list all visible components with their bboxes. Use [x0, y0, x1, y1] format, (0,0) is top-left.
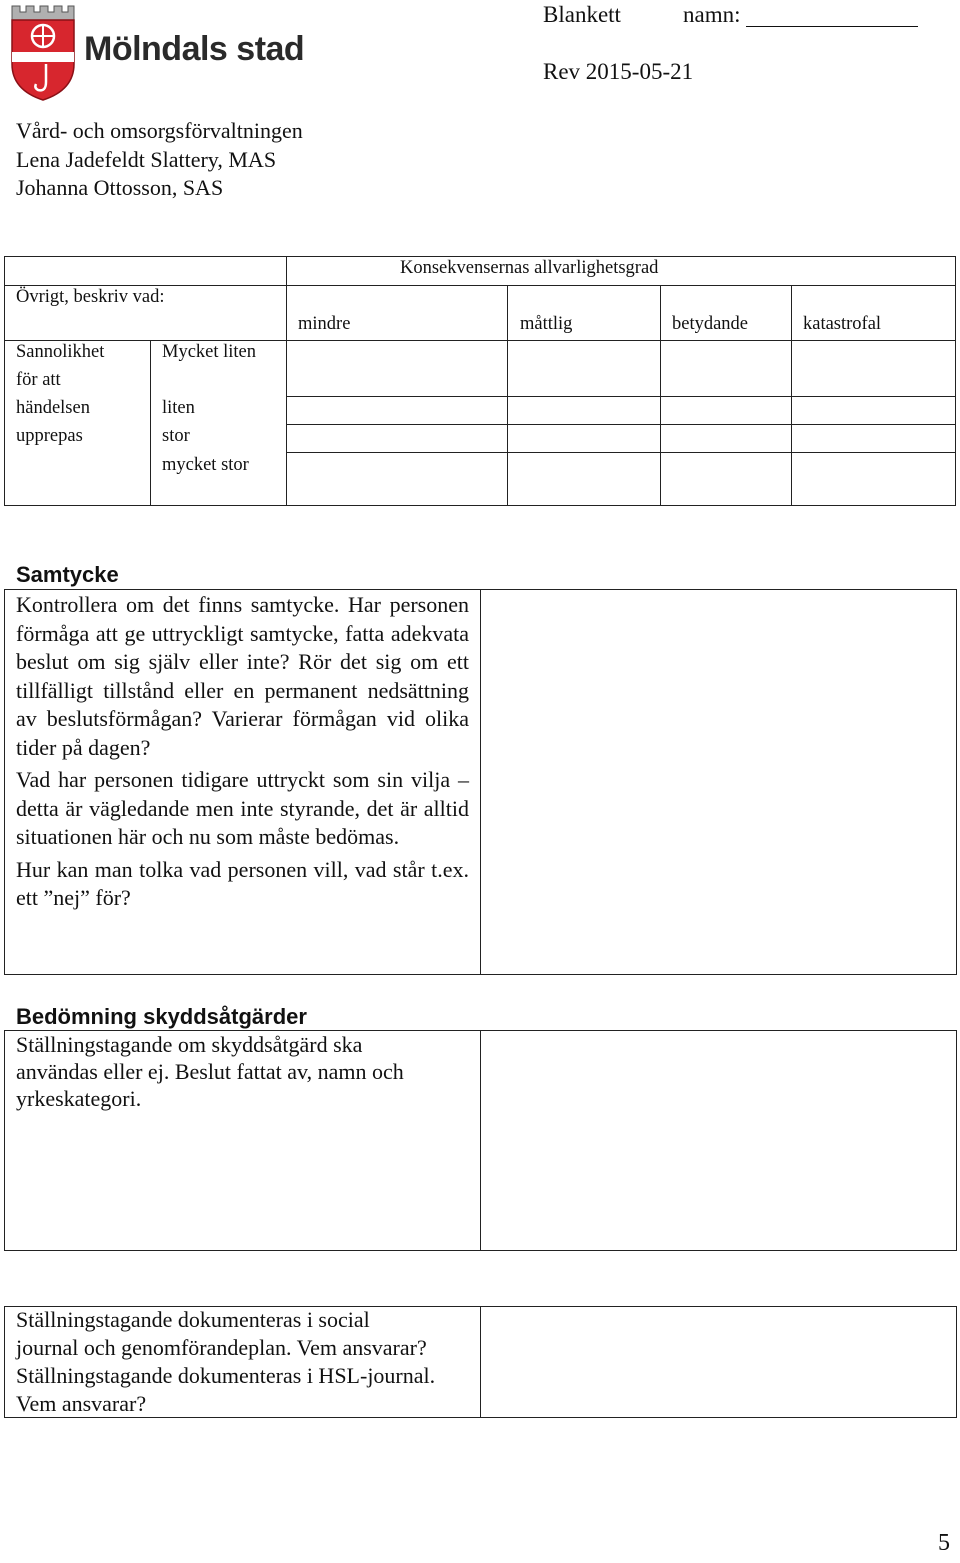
column-katastrofal: katastrofal	[803, 314, 882, 334]
row-mycket-liten: Mycket liten	[162, 342, 257, 362]
consent-question-cell	[16, 591, 469, 917]
coat-of-arms-icon	[8, 2, 78, 102]
consent-heading: Samtycke	[16, 562, 119, 587]
probability-label-line: Sannolikhet	[16, 342, 105, 362]
consequence-title: Konsekvensernas allvarlighetsgrad	[400, 258, 659, 278]
documentation-line: Vem ansvarar?	[16, 1391, 147, 1416]
column-mindre: mindre	[298, 314, 351, 334]
documentation-line: Ställningstagande dokumenteras i social	[16, 1307, 370, 1332]
assessment-answer-cell[interactable]	[482, 1032, 954, 1249]
organization-block	[16, 117, 303, 203]
assessment-line: Ställningstagande om skyddsåtgärd ska	[16, 1032, 363, 1057]
assessment-question-cell	[16, 1031, 471, 1112]
consent-answer-cell[interactable]	[482, 591, 954, 973]
name-field[interactable]	[746, 26, 918, 27]
probability-label-line: upprepas	[16, 426, 83, 446]
probability-label-line: för att	[16, 370, 61, 390]
revision-date: Rev 2015-05-21	[543, 59, 694, 84]
documentation-line: journal och genomförandeplan. Vem ansvarar?	[16, 1335, 427, 1360]
blankett-label: Blankett	[543, 2, 621, 27]
column-mattlig: måttlig	[520, 314, 573, 334]
org-line: Vård- och omsorgsförvaltningen	[16, 118, 303, 143]
logo-text: Mölndals stad	[84, 30, 305, 68]
documentation-question-cell	[16, 1306, 474, 1418]
org-line: Lena Jadefeldt Slattery, MAS	[16, 146, 277, 172]
namn-label: namn:	[683, 2, 741, 27]
row-liten: liten	[162, 398, 195, 418]
assessment-line: yrkeskategori.	[16, 1086, 142, 1111]
documentation-answer-cell[interactable]	[482, 1308, 954, 1416]
consent-paragraph: Kontrollera om det finns samtycke. Har personen förmåga att ge uttryckligt samtycke, fatta adekvata beslut om sig själv eller inte? Rör det sig om ett tillfälligt tillstånd eller en permanent nedsättning av beslutsförmågan? Varierar förmågan vid olika tider på dagen?	[16, 592, 469, 760]
consent-paragraph: Vad har personen tidigare uttryckt som sin vilja – detta är vägledande men inte styrande, det är alltid situationen här och nu som måste bedömas.	[16, 767, 469, 849]
page-number: 5	[938, 1530, 950, 1556]
consent-paragraph: Hur kan man tolka vad personen vill, vad står t.ex. ett ”nej” för?	[16, 856, 469, 910]
org-line: Johanna Ottosson, SAS	[16, 175, 224, 200]
probability-label-line: händelsen	[16, 398, 90, 418]
documentation-line: Ställningstagande dokumenteras i HSL-journal.	[16, 1363, 436, 1388]
other-label: Övrigt, beskriv vad:	[16, 287, 165, 307]
column-betydande: betydande	[672, 314, 749, 334]
assessment-line: användas eller ej. Beslut fattat av, namn och	[16, 1059, 404, 1084]
row-stor: stor	[162, 426, 190, 446]
assessment-heading: Bedömning skyddsåtgärder	[16, 1004, 307, 1029]
row-mycket-stor: mycket stor	[162, 455, 249, 475]
